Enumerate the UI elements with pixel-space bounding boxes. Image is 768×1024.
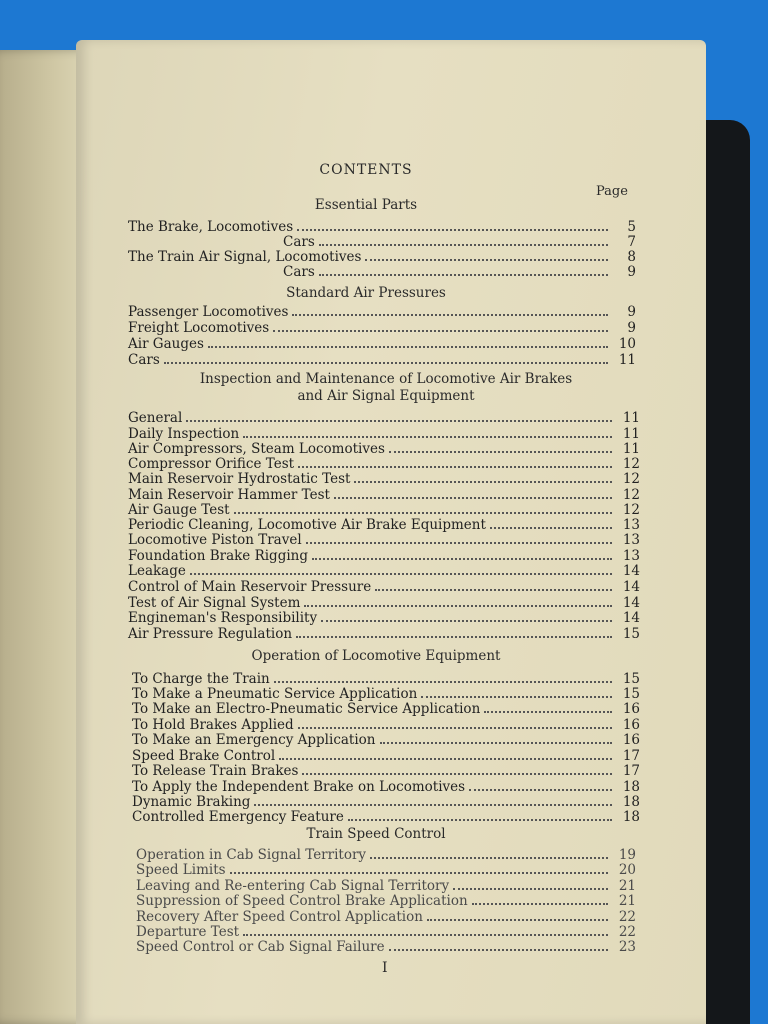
toc-entry-page: 19 xyxy=(618,847,636,863)
toc-entry-page: 12 xyxy=(622,502,640,518)
toc-entry xyxy=(136,893,636,909)
leader-dots xyxy=(273,320,608,332)
toc-entry-label: Daily Inspection xyxy=(128,426,240,442)
toc-entry-page: 8 xyxy=(627,249,636,265)
toc-entry-page: 10 xyxy=(618,336,636,352)
leader-dots xyxy=(334,487,612,499)
toc-entry-page: 17 xyxy=(622,748,640,764)
leader-dots xyxy=(298,717,612,729)
toc-entry xyxy=(132,748,640,764)
leader-dots xyxy=(319,234,608,246)
toc-entry-label: Main Reservoir Hydrostatic Test xyxy=(128,471,351,487)
leader-dots xyxy=(319,264,608,276)
leader-dots xyxy=(186,410,612,422)
toc-entry xyxy=(128,471,640,487)
toc-entry xyxy=(128,304,636,320)
toc-entry-label: Air Compressors, Steam Locomotives xyxy=(128,441,385,457)
leader-dots xyxy=(297,219,608,231)
leader-dots xyxy=(348,809,612,821)
toc-entry-label: Main Reservoir Hammer Test xyxy=(128,487,330,503)
leader-dots xyxy=(490,517,612,529)
toc-entry-page: 12 xyxy=(622,456,640,472)
toc-entry xyxy=(128,502,640,518)
leader-dots xyxy=(243,924,608,936)
toc-entry xyxy=(128,579,640,595)
leader-dots xyxy=(234,502,612,514)
leader-dots xyxy=(453,878,608,890)
section-heading: Operation of Locomotive Equipment xyxy=(251,648,501,664)
leader-dots xyxy=(243,426,612,438)
toc-entry xyxy=(128,548,640,564)
toc-entry xyxy=(132,732,640,748)
toc-entry-page: 16 xyxy=(622,732,640,748)
leader-dots xyxy=(296,626,612,638)
toc-entry-page: 11 xyxy=(618,352,636,368)
toc-entry-label: Cars xyxy=(128,352,160,368)
toc-entry-page: 5 xyxy=(627,219,636,235)
toc-entry xyxy=(132,701,640,717)
section-heading-line2: and Air Signal Equipment xyxy=(297,388,475,404)
toc-entry-label: Dynamic Braking xyxy=(132,794,251,810)
toc-entry xyxy=(128,320,636,336)
section-heading: Inspection and Maintenance of Locomotive Air Brakes xyxy=(199,371,573,387)
page-title: CONTENTS xyxy=(319,162,413,178)
toc-entry-label: Cars xyxy=(283,264,315,280)
leader-dots xyxy=(370,847,608,859)
leader-dots xyxy=(298,456,612,468)
toc-entry-page: 18 xyxy=(622,779,640,795)
leader-dots xyxy=(306,532,612,544)
toc-entry-label: Locomotive Piston Travel xyxy=(128,532,302,548)
toc-entry-label: Leaving and Re-entering Cab Signal Territory xyxy=(136,878,450,894)
toc-entry xyxy=(128,426,640,442)
toc-entry-label: Air Pressure Regulation xyxy=(128,626,293,642)
toc-entry-label: Control of Main Reservoir Pressure xyxy=(128,579,372,595)
toc-entry-page: 14 xyxy=(622,579,640,595)
toc-entry xyxy=(128,532,640,548)
toc-entry-label: Passenger Locomotives xyxy=(128,304,289,320)
toc-entry xyxy=(283,234,636,250)
leader-dots xyxy=(190,563,612,575)
toc-entry-label: Operation in Cab Signal Territory xyxy=(136,847,367,863)
toc-entry-page: 23 xyxy=(618,939,636,955)
toc-entry-label: The Train Air Signal, Locomotives xyxy=(128,249,362,265)
leader-dots xyxy=(365,249,608,261)
toc-entry-page: 15 xyxy=(622,671,640,687)
toc-entry-label: Cars xyxy=(283,234,315,250)
toc-entry xyxy=(136,909,636,925)
leader-dots xyxy=(484,701,612,713)
toc-entry-page: 16 xyxy=(622,717,640,733)
leader-dots xyxy=(427,909,608,921)
toc-entry-label: Suppression of Speed Control Brake Application xyxy=(136,893,468,909)
contents-page xyxy=(76,40,706,1024)
toc-entry xyxy=(283,264,636,280)
toc-entry-page: 12 xyxy=(622,471,640,487)
contents-body xyxy=(76,40,706,1024)
toc-entry-page: 13 xyxy=(622,532,640,548)
toc-entry xyxy=(136,878,636,894)
toc-entry-page: 14 xyxy=(622,610,640,626)
toc-entry xyxy=(128,595,640,611)
leader-dots xyxy=(375,579,612,591)
toc-entry-label: Freight Locomotives xyxy=(128,320,270,336)
section-heading: Train Speed Control xyxy=(306,826,446,842)
leader-dots xyxy=(164,352,608,364)
toc-entry-page: 16 xyxy=(622,701,640,717)
page-number-footer: I xyxy=(382,960,388,976)
toc-entry-label: Recovery After Speed Control Application xyxy=(136,909,423,925)
toc-entry xyxy=(132,779,640,795)
toc-entry-page: 12 xyxy=(622,487,640,503)
toc-entry-label: Foundation Brake Rigging xyxy=(128,548,308,564)
leader-dots xyxy=(292,304,608,316)
toc-entry xyxy=(132,763,640,779)
leader-dots xyxy=(469,779,612,791)
toc-entry xyxy=(128,610,640,626)
toc-entry xyxy=(128,563,640,579)
toc-entry xyxy=(132,686,640,702)
toc-entry-page: 22 xyxy=(618,924,636,940)
leader-dots xyxy=(380,732,613,744)
toc-entry-page: 22 xyxy=(618,909,636,925)
leader-dots xyxy=(389,441,612,453)
toc-entry-page: 9 xyxy=(627,264,636,280)
toc-entry-page: 9 xyxy=(627,320,636,336)
toc-entry-page: 9 xyxy=(627,304,636,320)
toc-entry-label: Engineman's Responsibility xyxy=(128,610,318,626)
toc-entry-label: Air Gauge Test xyxy=(128,502,230,518)
toc-entry-label: Periodic Cleaning, Locomotive Air Brake Equipment xyxy=(128,517,486,533)
leader-dots xyxy=(304,595,612,607)
toc-entry xyxy=(136,847,636,863)
toc-entry xyxy=(136,924,636,940)
section-heading: Standard Air Pressures xyxy=(286,285,446,301)
toc-entry-page: 18 xyxy=(622,794,640,810)
toc-entry-page: 18 xyxy=(622,809,640,825)
toc-entry-label: Departure Test xyxy=(136,924,240,940)
toc-entry-page: 17 xyxy=(622,763,640,779)
toc-entry-label: To Hold Brakes Applied xyxy=(132,717,294,733)
section-heading: Essential Parts xyxy=(314,197,418,213)
toc-entry-label: To Make an Emergency Application xyxy=(132,732,376,748)
toc-entry-label: Air Gauges xyxy=(128,336,204,352)
toc-entry-label: Compressor Orifice Test xyxy=(128,456,295,472)
leader-dots xyxy=(254,794,612,806)
toc-entry-label: To Release Train Brakes xyxy=(132,763,299,779)
toc-entry xyxy=(128,336,636,352)
toc-entry-label: The Brake, Locomotives xyxy=(128,219,294,235)
toc-entry xyxy=(128,249,636,265)
toc-entry xyxy=(132,809,640,825)
toc-entry-page: 21 xyxy=(618,893,636,909)
toc-entry-label: To Make an Electro-Pneumatic Service Application xyxy=(132,701,481,717)
leader-dots xyxy=(354,471,612,483)
toc-entry-label: Speed Limits xyxy=(136,862,226,878)
toc-entry-page: 11 xyxy=(622,441,640,457)
toc-entry-label: Speed Brake Control xyxy=(132,748,276,764)
toc-entry-page: 21 xyxy=(618,878,636,894)
leader-dots xyxy=(230,862,608,874)
toc-entry-label: Leakage xyxy=(128,563,186,579)
toc-entry xyxy=(128,487,640,503)
toc-entry-page: 14 xyxy=(622,563,640,579)
toc-entry-label: To Apply the Independent Brake on Locomotives xyxy=(132,779,466,795)
toc-entry xyxy=(128,517,640,533)
toc-entry xyxy=(128,352,636,368)
page-column-header: Page xyxy=(596,184,628,199)
toc-entry xyxy=(128,626,640,642)
toc-entry-label: Controlled Emergency Feature xyxy=(132,809,344,825)
toc-entry xyxy=(128,441,640,457)
toc-entry xyxy=(128,456,640,472)
toc-entry xyxy=(132,671,640,687)
toc-entry xyxy=(136,939,636,955)
toc-entry-page: 14 xyxy=(622,595,640,611)
leader-dots xyxy=(279,748,612,760)
toc-entry-label: To Make a Pneumatic Service Application xyxy=(132,686,418,702)
toc-entry-page: 7 xyxy=(627,234,636,250)
leader-dots xyxy=(312,548,612,560)
toc-entry xyxy=(132,794,640,810)
toc-entry-page: 13 xyxy=(622,548,640,564)
toc-entry xyxy=(128,410,640,426)
leader-dots xyxy=(421,686,612,698)
toc-entry xyxy=(132,717,640,733)
leader-dots xyxy=(208,336,608,348)
toc-entry xyxy=(128,219,636,235)
toc-entry-page: 15 xyxy=(622,626,640,642)
leader-dots xyxy=(321,610,612,622)
toc-entry-page: 11 xyxy=(622,426,640,442)
toc-entry-label: Test of Air Signal System xyxy=(128,595,301,611)
toc-entry-label: General xyxy=(128,410,183,426)
leader-dots xyxy=(302,763,612,775)
toc-entry-page: 20 xyxy=(618,862,636,878)
toc-entry xyxy=(136,862,636,878)
leader-dots xyxy=(274,671,612,683)
toc-entry-page: 13 xyxy=(622,517,640,533)
toc-entry-label: Speed Control or Cab Signal Failure xyxy=(136,939,385,955)
toc-entry-page: 15 xyxy=(622,686,640,702)
leader-dots xyxy=(389,939,608,951)
toc-entry-page: 11 xyxy=(622,410,640,426)
toc-entry-label: To Charge the Train xyxy=(132,671,270,687)
leader-dots xyxy=(472,893,608,905)
